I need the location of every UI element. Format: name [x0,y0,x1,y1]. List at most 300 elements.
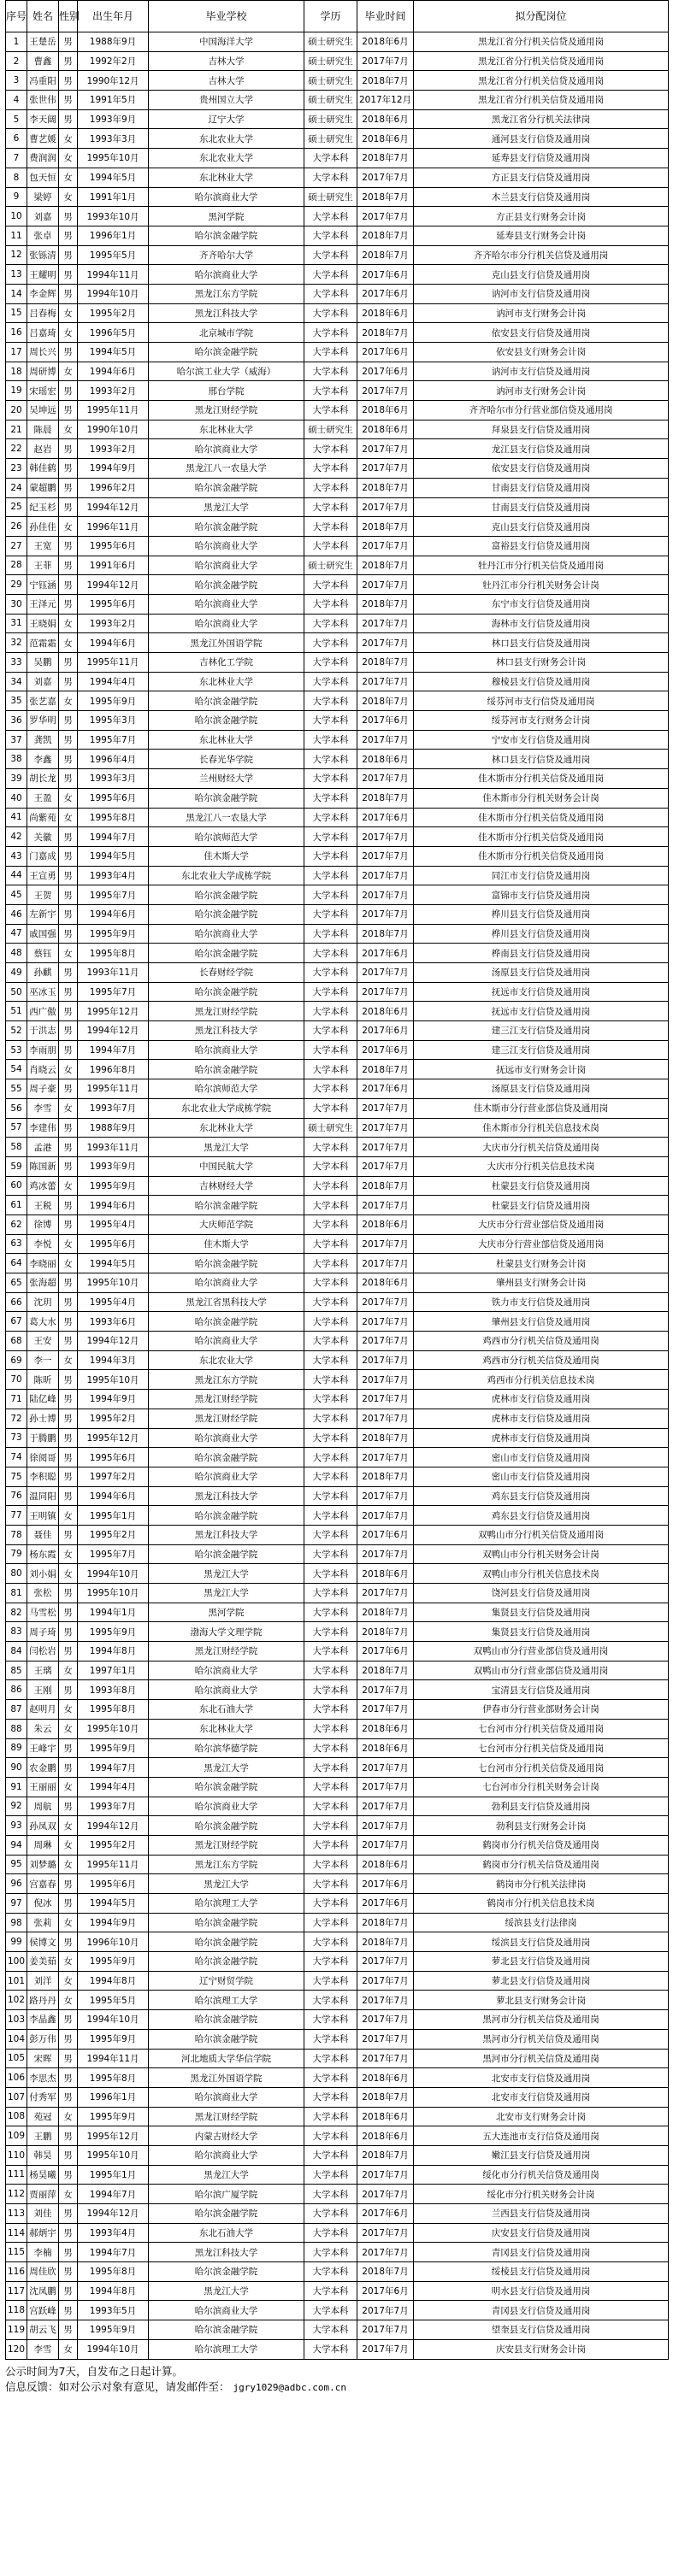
cell-no: 98 [6,1913,27,1932]
cell-birth: 1995年1月 [78,2165,149,2185]
cell-name: 朱云 [27,1719,59,1738]
cell-school: 河北地质大学华信学院 [149,2049,304,2068]
cell-birth: 1995年6月 [78,1234,149,1254]
cell-no: 36 [6,711,27,731]
cell-no: 94 [6,1835,27,1855]
cell-degree: 硕士研究生 [304,51,357,71]
cell-no: 113 [6,2204,27,2224]
cell-sex: 男 [59,439,78,459]
cell-no: 55 [6,1079,27,1099]
table-row [6,2107,669,2126]
cell-post: 虎林市支行信贷及通用岗 [414,1409,669,1428]
cell-post: 黑龙江省分行机关信贷及通用岗 [414,51,669,71]
cell-sex: 女 [59,1816,78,1836]
cell-degree: 大学本科 [304,1196,357,1215]
cell-school: 东北石油大学 [149,1700,304,1720]
cell-sex: 女 [59,1544,78,1564]
cell-degree: 硕士研究生 [304,129,357,149]
cell-name: 倪冰 [27,1894,59,1914]
cell-no: 15 [6,303,27,323]
cell-grad-date: 2017年7月 [357,2029,414,2049]
cell-post: 肇州县支行信贷及通用岗 [414,1312,669,1332]
table-row [6,1894,669,1914]
cell-degree: 大学本科 [304,2185,357,2204]
cell-no: 45 [6,885,27,905]
cell-degree: 大学本科 [304,1835,357,1855]
cell-birth: 1994年5月 [78,343,149,362]
cell-birth: 1994年6月 [78,633,149,653]
table-row [6,944,669,963]
cell-grad-date: 2017年7月 [357,1991,414,2010]
cell-no: 57 [6,1118,27,1138]
cell-birth: 1994年8月 [78,1642,149,1661]
cell-school: 哈尔滨金融学院 [149,1448,304,1467]
cell-name: 张卓 [27,226,59,245]
cell-post: 青冈县支行信贷及通用岗 [414,2301,669,2320]
cell-no: 42 [6,827,27,847]
cell-degree: 大学本科 [304,1390,357,1409]
table-row [6,2068,669,2088]
cell-sex: 女 [59,362,78,381]
table-row [6,769,669,789]
table-row [6,1350,669,1370]
cell-birth: 1995年7月 [78,1544,149,1564]
cell-no: 69 [6,1350,27,1370]
cell-school: 黑龙江科技大学 [149,2243,304,2262]
cell-grad-date: 2017年7月 [357,1777,414,1797]
table-row [6,924,669,944]
cell-degree: 大学本科 [304,536,357,556]
cell-post: 鹤岗市分行机关信贷及通用岗 [414,1855,669,1874]
table-row [6,245,669,265]
cell-school: 哈尔滨商业大学 [149,1428,304,1448]
cell-post: 绥滨县支行信贷及通用岗 [414,1932,669,1952]
cell-school: 黑龙江八一农垦大学 [149,808,304,827]
cell-no: 54 [6,1060,27,1079]
table-row [6,343,669,362]
cell-school: 东北林业大学 [149,420,304,439]
cell-no: 30 [6,594,27,614]
cell-degree: 大学本科 [304,2010,357,2030]
table-row [6,808,669,827]
cell-sex: 女 [59,944,78,963]
cell-name: 沈玥 [27,1292,59,1312]
cell-birth: 1995年12月 [78,1002,149,1021]
cell-birth: 1994年5月 [78,168,149,187]
table-row [6,1835,669,1855]
cell-grad-date: 2017年7月 [357,381,414,401]
table-row [6,1196,669,1215]
cell-no: 34 [6,672,27,691]
table-row [6,1234,669,1254]
cell-post: 讷河市支行信贷及通用岗 [414,362,669,381]
cell-name: 李楠 [27,2243,59,2262]
cell-school: 哈尔滨金融学院 [149,904,304,924]
cell-school: 哈尔滨商业大学 [149,556,304,575]
cell-post: 建三江支行信贷及通用岗 [414,1021,669,1041]
cell-birth: 1993年11月 [78,963,149,983]
cell-name: 刘梦璐 [27,1855,59,1874]
cell-grad-date: 2017年6月 [357,343,414,362]
table-row [6,2145,669,2165]
table-row [6,1409,669,1428]
cell-school: 吉林大学 [149,71,304,91]
cell-post: 鹤岗市分行机关法律岗 [414,1874,669,1894]
table-row [6,827,669,847]
cell-grad-date: 2018年6月 [357,303,414,323]
cell-school: 哈尔滨商业大学 [149,1680,304,1700]
cell-post: 林口县支行财务会计岗 [414,653,669,673]
table-row [6,846,669,866]
cell-school: 黑龙江科技大学 [149,1021,304,1041]
cell-sex: 男 [59,653,78,673]
cell-birth: 1996年1月 [78,226,149,245]
cell-birth: 1994年12月 [78,1021,149,1041]
cell-sex: 男 [59,381,78,401]
cell-no: 77 [6,1506,27,1526]
cell-school: 哈尔滨理工大学 [149,2339,304,2359]
cell-name: 徐博 [27,1214,59,1234]
cell-post: 黑龙江省分行机关信贷及通用岗 [414,71,669,91]
cell-birth: 1992年2月 [78,51,149,71]
table-row [6,1370,669,1390]
cell-no: 50 [6,982,27,1002]
table-row [6,1719,669,1738]
cell-grad-date: 2017年6月 [357,1642,414,1661]
cell-no: 76 [6,1486,27,1506]
table-row [6,653,669,673]
cell-school: 中国民航大学 [149,1156,304,1176]
cell-birth: 1995年3月 [78,711,149,731]
table-row [6,2165,669,2185]
cell-birth: 1994年12月 [78,2204,149,2224]
cell-degree: 大学本科 [304,1642,357,1661]
cell-post: 嫩江县支行信贷及通用岗 [414,2145,669,2165]
cell-school: 哈尔滨金融学院 [149,1816,304,1836]
table-row [6,1079,669,1099]
cell-degree: 大学本科 [304,1138,357,1157]
cell-sex: 女 [59,1254,78,1273]
cell-grad-date: 2017年7月 [357,1409,414,1428]
cell-post: 勃利县支行信贷及通用岗 [414,1797,669,1816]
cell-name: 王明镇 [27,1506,59,1526]
cell-no: 60 [6,1176,27,1196]
cell-post: 虎林市支行信贷及通用岗 [414,1428,669,1448]
cell-school: 大庆师范学院 [149,1214,304,1234]
header-sex: 性别 [59,1,78,32]
cell-grad-date: 2018年7月 [357,653,414,673]
cell-birth: 1991年5月 [78,91,149,110]
cell-name: 王贺 [27,885,59,905]
cell-name: 杨东霞 [27,1544,59,1564]
cell-birth: 1995年8月 [78,2068,149,2088]
cell-post: 杜蒙县支行信贷及通用岗 [414,1196,669,1215]
cell-no: 120 [6,2339,27,2359]
cell-school: 黑龙江外国语学院 [149,633,304,653]
cell-name: 周琳 [27,1835,59,1855]
cell-sex: 男 [59,2243,78,2262]
cell-grad-date: 2018年7月 [357,245,414,265]
cell-degree: 硕士研究生 [304,109,357,129]
cell-degree: 大学本科 [304,691,357,711]
table-row [6,439,669,459]
cell-post: 同江市支行信贷及通用岗 [414,866,669,885]
cell-grad-date: 2017年7月 [357,575,414,595]
cell-degree: 大学本科 [304,1991,357,2010]
table-row [6,284,669,303]
cell-grad-date: 2018年7月 [357,517,414,537]
cell-grad-date: 2017年7月 [357,672,414,691]
cell-grad-date: 2017年7月 [357,1312,414,1332]
cell-school: 哈尔滨商业大学 [149,2145,304,2165]
cell-grad-date: 2017年7月 [357,497,414,517]
cell-grad-date: 2017年7月 [357,439,414,459]
cell-no: 10 [6,207,27,226]
cell-name: 宫跃峰 [27,2301,59,2320]
cell-post: 桦川县支行信贷及通用岗 [414,904,669,924]
cell-sex: 男 [59,1448,78,1467]
cell-degree: 大学本科 [304,343,357,362]
cell-sex: 女 [59,1234,78,1254]
cell-degree: 大学本科 [304,808,357,827]
cell-degree: 大学本科 [304,1486,357,1506]
cell-post: 双鸭山市分行机关信息技术岗 [414,1564,669,1584]
cell-no: 22 [6,439,27,459]
cell-sex: 女 [59,187,78,207]
cell-school: 哈尔滨金融学院 [149,944,304,963]
cell-birth: 1994年7月 [78,1758,149,1778]
cell-no: 64 [6,1254,27,1273]
table-row [6,730,669,750]
cell-post: 佳木斯市分行营业部信贷及通用岗 [414,1098,669,1118]
cell-school: 哈尔滨商业大学 [149,594,304,614]
table-row [6,2301,669,2320]
cell-degree: 大学本科 [304,594,357,614]
table-row [6,1680,669,1700]
cell-birth: 1995年10月 [78,1719,149,1738]
cell-grad-date: 2018年6月 [357,2107,414,2126]
cell-no: 86 [6,1680,27,1700]
cell-birth: 1994年5月 [78,1254,149,1273]
cell-no: 74 [6,1448,27,1467]
cell-grad-date: 2018年6月 [357,401,414,421]
cell-sex: 女 [59,517,78,537]
cell-sex: 男 [59,846,78,866]
cell-birth: 1995年2月 [78,303,149,323]
cell-degree: 大学本科 [304,866,357,885]
cell-degree: 大学本科 [304,2068,357,2088]
cell-birth: 1994年9月 [78,1913,149,1932]
table-row [6,866,669,885]
cell-school: 哈尔滨商业大学 [149,1467,304,1486]
cell-sex: 男 [59,1932,78,1952]
cell-post: 鸡东县支行信贷及通用岗 [414,1506,669,1526]
table-row [6,226,669,245]
cell-sex: 女 [59,1952,78,1972]
table-row [6,362,669,381]
cell-grad-date: 2018年6月 [357,1719,414,1738]
cell-post: 汤原县支行信贷及通用岗 [414,963,669,983]
cell-grad-date: 2018年6月 [357,1273,414,1293]
cell-degree: 大学本科 [304,2320,357,2340]
cell-name: 周子豪 [27,1079,59,1099]
cell-degree: 大学本科 [304,2281,357,2301]
cell-name: 曹鑫 [27,51,59,71]
cell-sex: 女 [59,2339,78,2359]
cell-birth: 1994年10月 [78,1564,149,1584]
cell-post: 萝北县支行信贷及通用岗 [414,1971,669,1991]
cell-school: 哈尔滨商业大学 [149,2087,304,2107]
cell-school: 哈尔滨金融学院 [149,2204,304,2224]
cell-sex: 女 [59,2185,78,2204]
cell-post: 绥化市分行机关财务会计岗 [414,2185,669,2204]
cell-post: 龙江县支行信贷及通用岗 [414,439,669,459]
cell-grad-date: 2017年7月 [357,769,414,789]
feedback-line [5,2379,673,2395]
cell-grad-date: 2017年7月 [357,2320,414,2340]
cell-name: 宋瑶宏 [27,381,59,401]
cell-grad-date: 2017年7月 [357,1292,414,1312]
cell-sex: 女 [59,633,78,653]
cell-school: 哈尔滨华德学院 [149,1738,304,1758]
cell-grad-date: 2018年7月 [357,691,414,711]
cell-no: 38 [6,750,27,769]
cell-grad-date: 2017年7月 [357,1971,414,1991]
cell-sex: 女 [59,1176,78,1196]
cell-no: 118 [6,2301,27,2320]
cell-school: 黑龙江大学 [149,1758,304,1778]
cell-degree: 大学本科 [304,672,357,691]
cell-name: 曹艺媛 [27,129,59,149]
cell-birth: 1994年9月 [78,1390,149,1409]
cell-grad-date: 2017年7月 [357,1835,414,1855]
cell-grad-date: 2017年7月 [357,51,414,71]
cell-degree: 大学本科 [304,1079,357,1099]
cell-degree: 大学本科 [304,245,357,265]
cell-post: 木兰县支行信贷及通用岗 [414,187,669,207]
cell-sex: 男 [59,866,78,885]
cell-sex: 男 [59,1738,78,1758]
cell-name: 王刚 [27,1680,59,1700]
cell-birth: 1995年10月 [78,2145,149,2165]
table-row [6,1874,669,1894]
cell-sex: 男 [59,1370,78,1390]
cell-school: 吉林财经大学 [149,1176,304,1196]
table-row [6,1156,669,1176]
cell-sex: 男 [59,1758,78,1778]
cell-name: 王耀明 [27,265,59,285]
cell-no: 41 [6,808,27,827]
cell-post: 黑龙江省分行机关信贷及通用岗 [414,91,669,110]
cell-school: 哈尔滨金融学院 [149,1196,304,1215]
cell-sex: 男 [59,1156,78,1176]
cell-sex: 男 [59,672,78,691]
cell-degree: 大学本科 [304,1332,357,1351]
cell-name: 戚国强 [27,924,59,944]
cell-birth: 1994年10月 [78,2010,149,2030]
cell-name: 彭万伟 [27,2029,59,2049]
cell-school: 东北农业大学 [149,1350,304,1370]
cell-sex: 男 [59,343,78,362]
cell-birth: 1990年10月 [78,420,149,439]
cell-birth: 1995年7月 [78,730,149,750]
cell-birth: 1995年2月 [78,1525,149,1544]
cell-sex: 男 [59,2010,78,2030]
cell-birth: 1995年6月 [78,788,149,808]
cell-school: 哈尔滨商业大学 [149,2301,304,2320]
cell-birth: 1996年4月 [78,750,149,769]
cell-birth: 1994年7月 [78,827,149,847]
cell-grad-date: 2018年6月 [357,129,414,149]
cell-post: 望奎县支行信贷及通用岗 [414,2320,669,2340]
cell-no: 12 [6,245,27,265]
cell-degree: 大学本科 [304,226,357,245]
cell-birth: 1995年11月 [78,1855,149,1874]
feedback-email[interactable]: jgry1029@adbc.com.cn [233,2381,346,2393]
cell-birth: 1994年9月 [78,459,149,479]
cell-name: 李悦 [27,1234,59,1254]
table-row [6,1738,669,1758]
cell-sex: 男 [59,1332,78,1351]
cell-birth: 1995年1月 [78,1506,149,1526]
cell-school: 哈尔滨金融学院 [149,1506,304,1526]
cell-degree: 大学本科 [304,1060,357,1079]
table-row [6,1448,669,1467]
cell-birth: 1994年11月 [78,2049,149,2068]
cell-name: 陈国新 [27,1156,59,1176]
cell-no: 18 [6,362,27,381]
cell-no: 100 [6,1952,27,1972]
cell-sex: 男 [59,51,78,71]
cell-no: 11 [6,226,27,245]
cell-grad-date: 2017年6月 [357,944,414,963]
table-row [6,1544,669,1564]
cell-name: 苑冠 [27,2107,59,2126]
table-row [6,575,669,595]
cell-sex: 男 [59,769,78,789]
cell-no: 66 [6,1292,27,1312]
cell-grad-date: 2017年7月 [357,1370,414,1390]
cell-sex: 男 [59,1622,78,1642]
cell-grad-date: 2017年7月 [357,982,414,1002]
cell-name: 杨昊曦 [27,2165,59,2185]
cell-post: 勃利县支行财务会计岗 [414,1816,669,1836]
cell-sex: 女 [59,691,78,711]
cell-birth: 1994年12月 [78,497,149,517]
cell-sex: 女 [59,1350,78,1370]
cell-post: 黑龙江省分行机关法律岗 [414,109,669,129]
cell-post: 甘南县支行信贷及通用岗 [414,497,669,517]
cell-name: 孟港 [27,1138,59,1157]
cell-degree: 大学本科 [304,711,357,731]
cell-grad-date: 2017年12月 [357,91,414,110]
cell-degree: 大学本科 [304,2339,357,2359]
cell-school: 哈尔滨金融学院 [149,1932,304,1952]
cell-degree: 大学本科 [304,846,357,866]
cell-birth: 1995年11月 [78,653,149,673]
cell-post: 依安县支行信贷及通用岗 [414,323,669,343]
cell-grad-date: 2017年7月 [357,614,414,633]
cell-birth: 1993年7月 [78,1098,149,1118]
cell-post: 鸡西市分行机关信息技术岗 [414,1370,669,1390]
cell-degree: 大学本科 [304,303,357,323]
cell-birth: 1995年8月 [78,1700,149,1720]
cell-sex: 女 [59,1098,78,1118]
cell-school: 黑龙江财经学院 [149,401,304,421]
cell-degree: 大学本科 [304,2262,357,2282]
cell-grad-date: 2017年6月 [357,1079,414,1099]
cell-school: 哈尔滨金融学院 [149,1544,304,1564]
